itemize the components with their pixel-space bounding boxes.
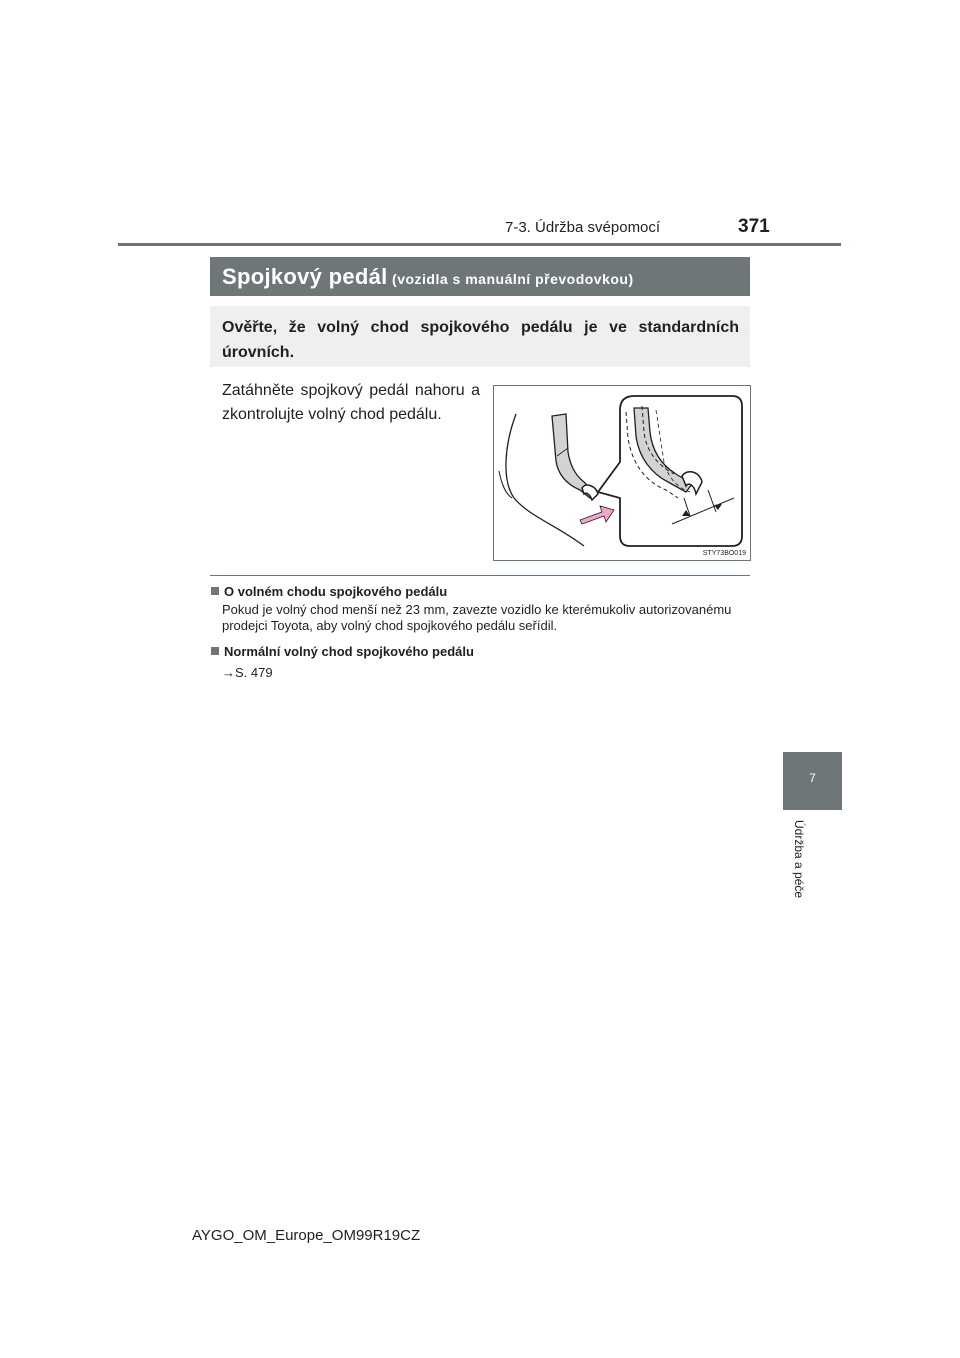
bullet-square-icon — [211, 647, 219, 655]
intro-text: Ověřte, že volný chod spojkového pedálu je ve standardních úrovních. — [222, 319, 739, 361]
section-title-bar — [210, 257, 750, 296]
section-divider — [210, 575, 750, 576]
intro-box — [210, 306, 750, 367]
section-title-sub: (vozidla s manuální převodovkou) — [392, 271, 634, 287]
note-heading-text: O volném chodu spojkového pedálu — [224, 584, 448, 599]
clutch-pedal-figure — [493, 385, 751, 561]
section-title — [222, 264, 634, 290]
section-title-main: Spojkový pedál — [222, 264, 388, 289]
note-heading — [211, 584, 447, 599]
chapter-label: Údržba a péče — [792, 820, 806, 899]
page-number: 371 — [738, 216, 770, 237]
figure-code: STY73BO019 — [702, 550, 746, 557]
section-label: 7-3. Údržba svépomocí — [505, 219, 661, 236]
header-rule — [118, 243, 841, 246]
note-heading-text: Normální volný chod spojkového pedálu — [224, 644, 474, 659]
chapter-number: 7 — [809, 771, 816, 785]
note-heading — [211, 644, 474, 659]
page-reference: →S. 479 — [222, 665, 273, 680]
footer-code: AYGO_OM_Europe_OM99R19CZ — [192, 1227, 421, 1244]
bullet-square-icon — [211, 587, 219, 595]
clutch-pedal-illustration — [494, 386, 750, 560]
instruction-text: Zatáhněte spojkový pedál nahoru a zkontrolujte volný chod pedálu. — [222, 382, 480, 423]
note-body: Pokud je volný chod menší než 23 mm, zavezte vozidlo ke kterémukoliv autorizovanému prodejci Toyota, aby volný chod spojkového pedálu seřídil. — [222, 602, 732, 633]
chapter-tab — [783, 752, 842, 810]
